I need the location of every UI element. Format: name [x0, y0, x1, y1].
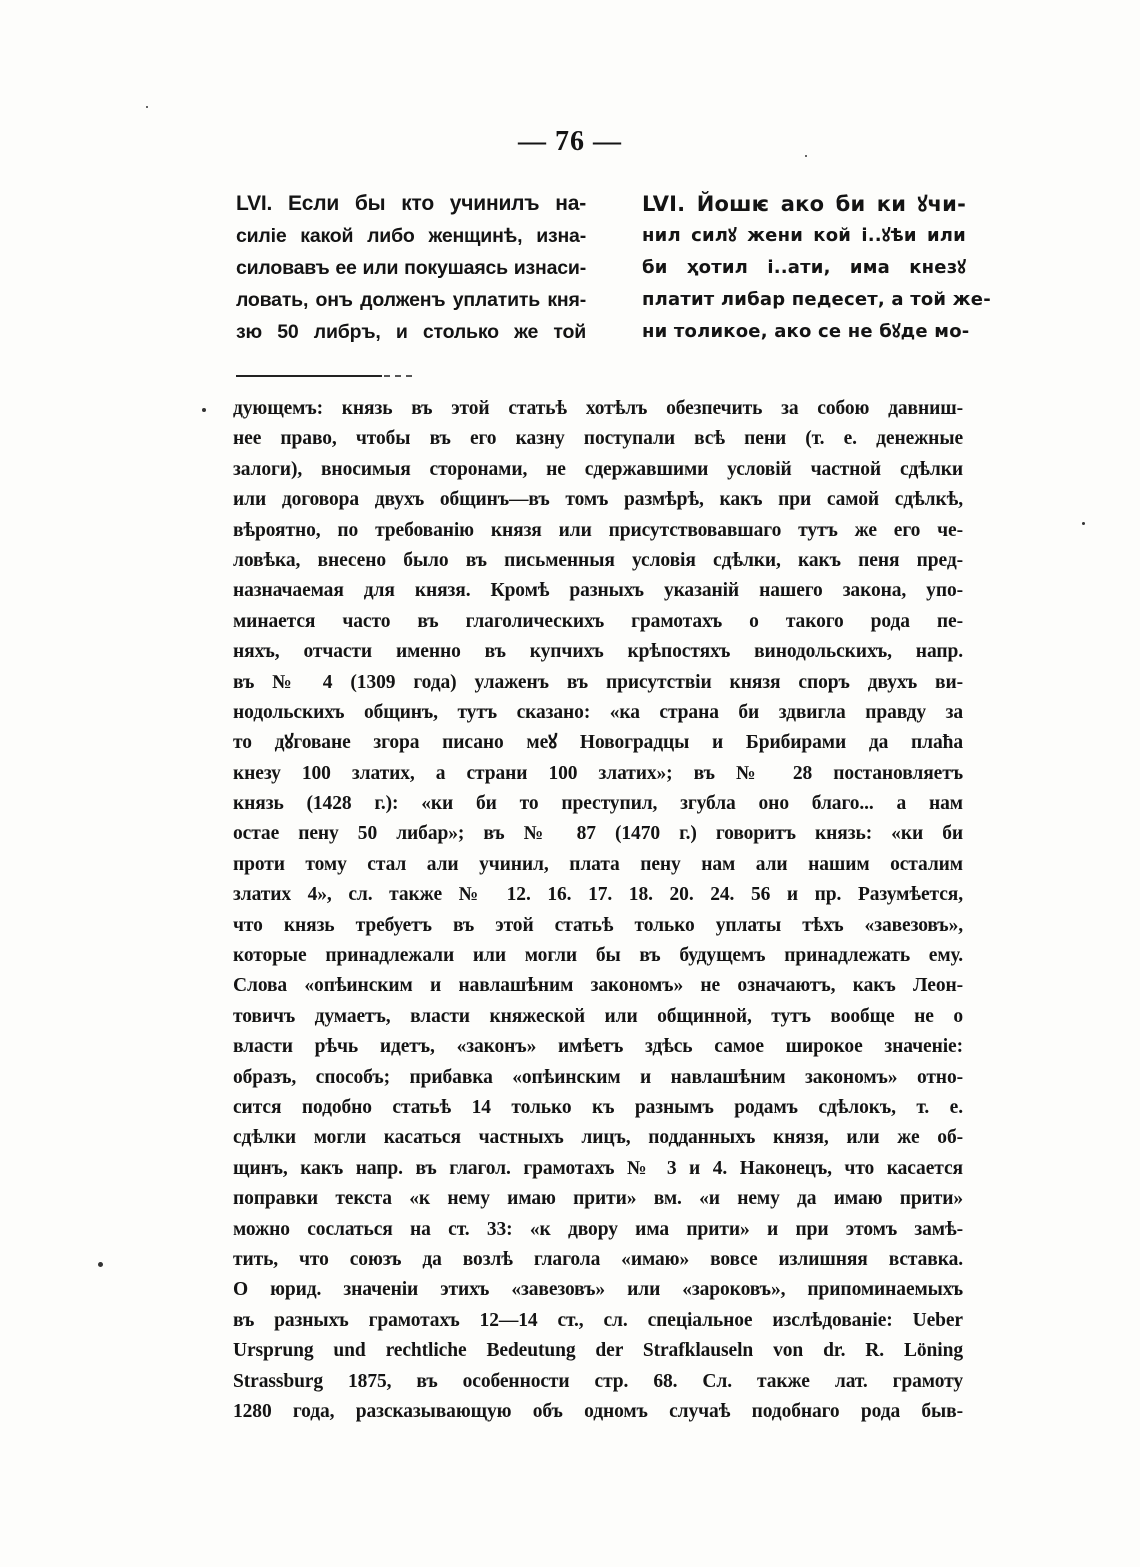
page-number: — 76 —: [518, 126, 622, 157]
russian-translation-column: [236, 188, 586, 348]
footnote-line: или договора двухъ общинъ—въ томъ размѣрѣ, какъ при самой сдѣлкѣ,: [233, 489, 963, 511]
scan-speck: [1082, 522, 1085, 525]
footnote-line: сдѣлки могли касаться частныхъ лицъ, подданныхъ князя, или же об-: [233, 1127, 963, 1149]
russian-line: силіе какой либо женщинѣ, изна-: [236, 225, 586, 247]
footnote-line: кнезу 100 златих, а страни 100 златих»; въ № 28 постановляетъ: [233, 762, 963, 784]
footnote-separator: [236, 375, 382, 377]
footnote-line: минается часто въ глаголическихъ грамотахъ о такого рода пе-: [233, 610, 963, 632]
footnote-line: няхъ, отчасти именно въ купчихъ крѣпостяхъ винодольскихъ, напр.: [233, 641, 963, 663]
russian-line: ловать, онъ долженъ уплатить кня-: [236, 289, 586, 311]
footnote-line: которые принадлежали или могли бы въ будущемъ принадлежать ему.: [233, 945, 963, 967]
footnote-line: дующемъ: князь въ этой статьѣ хотѣлъ обезпечить за собою давниш-: [233, 398, 963, 419]
footnote-text: [233, 394, 963, 1427]
footnote-line: ловѣка, внесено было въ письменныя условія сдѣлки, какъ пеня пред-: [233, 549, 963, 571]
footnote-line: нодольскихъ общинъ, тутъ сказано: «ка страна би здвигла правду за: [233, 701, 963, 723]
footnote-line: Ursprung und rechtliche Bedeutung der Strafklauseln von dr. R. Löning: [233, 1340, 963, 1362]
footnote-line: тить, что союзъ да возлѣ глагола «имаю» вовсе излишняя вставка.: [233, 1248, 963, 1270]
original-line: би ҳотил і..ати, има кнезꙋ: [642, 257, 966, 278]
original-text-column: [642, 188, 991, 348]
scan-speck: [805, 155, 807, 157]
footnote-line: златих 4», сл. также № 12. 16. 17. 18. 20. 24. 56 и пр. Разумѣется,: [233, 884, 963, 906]
parallel-text-columns: [236, 188, 991, 388]
footnote-line: О юрид. значеніи этихъ «завезовъ» или «зароковъ», припоминаемыхъ: [233, 1279, 963, 1301]
footnote-line: образъ, способъ; прибавка «опѣинским и навлашѣним закономъ» отно-: [233, 1066, 963, 1088]
original-line: платит либар педесет, а той же-: [642, 289, 991, 310]
footnote-line: то дꙋговане згора писано меꙋ Новоградцы и Брибирами да плаћа: [233, 732, 963, 754]
scan-speck: [202, 408, 206, 412]
footnote-line: назначаемая для князя. Кромѣ разныхъ указаній нашего закона, упо-: [233, 580, 963, 602]
original-line: ни толикое, ако се не бꙋде мо-: [642, 321, 970, 342]
footnote-line: остае пену 50 либар»; въ № 87 (1470 г.) говоритъ князь: «ки би: [233, 823, 963, 845]
scan-speck: [146, 106, 148, 108]
russian-line: силовавъ ее или покушаясь изнаси-: [236, 257, 586, 279]
footnote-line: въ разныхъ грамотахъ 12—14 ст., сл. спеціальное изслѣдованіе: Ueber: [233, 1309, 963, 1331]
russian-line: LVI. Если бы кто учинилъ на-: [236, 192, 586, 215]
footnote-line: сится подобно статьѣ 14 только къ разнымъ родамъ сдѣлокъ, т. е.: [233, 1096, 963, 1118]
footnote-line: власти рѣчь идетъ, «законъ» имѣетъ здѣсь самое широкое значеніе:: [233, 1036, 963, 1058]
original-line: нил силꙋ жени кой і..ꙋѣи или: [642, 225, 966, 246]
footnote-separator-tail: [384, 375, 412, 377]
footnote-line: нее право, чтобы въ его казну поступали всѣ пени (т. е. денежные: [233, 428, 963, 450]
russian-line: зю 50 либръ, и столько же той: [236, 321, 586, 343]
footnote-line: князь (1428 г.): «ки би то преступил, згубла оно благо... а нам: [233, 793, 963, 815]
scan-speck: [98, 1262, 103, 1267]
footnote-line: Слова «опѣинским и навлашѣним закономъ» не означаютъ, какъ Леон-: [233, 975, 963, 997]
footnote-line: можно сослаться на ст. 33: «к двору има прити» и при этомъ замѣ-: [233, 1218, 963, 1240]
footnote-line: проти тому стал али учинил, плата пену нам али нашим осталим: [233, 853, 963, 875]
footnote-line: залоги), вносимыя сторонами, не сдержавшими условій частной сдѣлки: [233, 458, 963, 480]
footnote-line: что князь требуетъ въ этой статьѣ только уплаты тѣхъ «завезовъ»,: [233, 914, 963, 936]
footnote-line: товичъ думаетъ, власти княжеской или общинной, тутъ вообще не о: [233, 1005, 963, 1027]
footnote-line: щинъ, какъ напр. въ глагол. грамотахъ № 3 и 4. Наконецъ, что касается: [233, 1157, 963, 1179]
footnote-line: Strassburg 1875, въ особенности стр. 68. Сл. также лат. грамоту: [233, 1370, 963, 1392]
original-line: LVI. Йошѥ ако би ки ꙋчи-: [642, 192, 966, 216]
footnote-line: поправки текста «к нему имаю прити» вм. «и нему да имаю прити»: [233, 1188, 963, 1210]
footnote-line: 1280 года, разсказывающую объ одномъ случаѣ подобнаго рода быв-: [233, 1400, 963, 1422]
footnote-line: въ № 4 (1309 года) улаженъ въ присутствіи князя споръ двухъ ви-: [233, 671, 963, 693]
footnote-line: вѣроятно, по требованію князя или присутствовавшаго тутъ же его че-: [233, 519, 963, 541]
